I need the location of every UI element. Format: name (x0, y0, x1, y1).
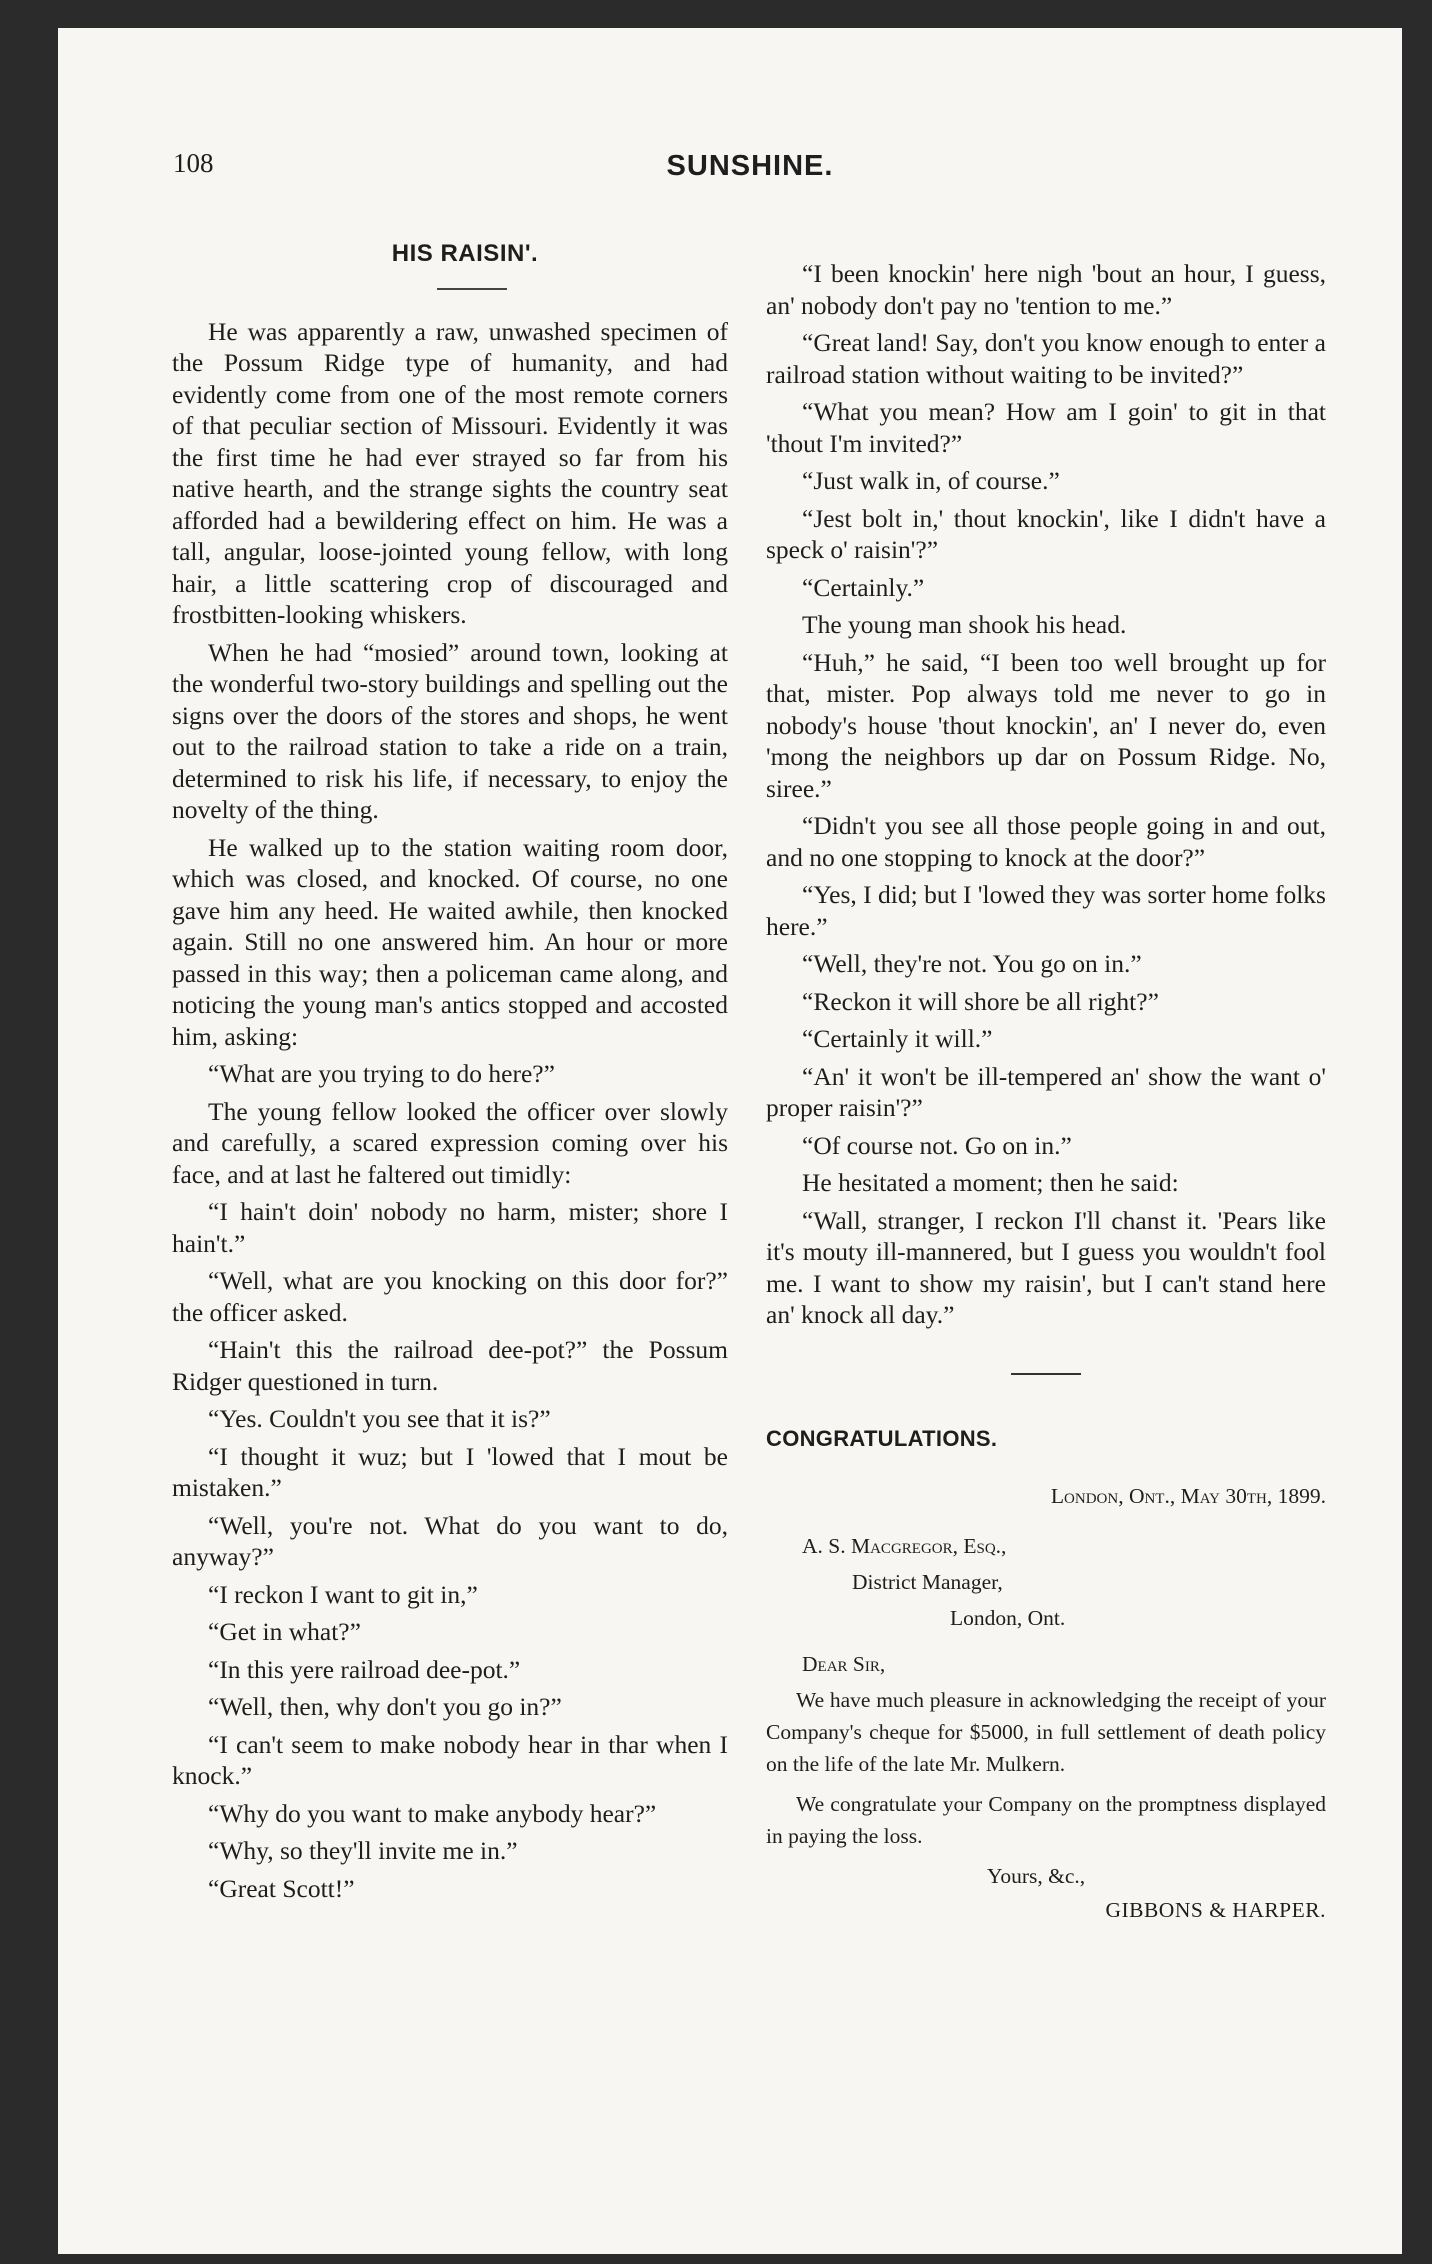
article-paragraph: “I can't seem to make nobody hear in thar when I knock.” (172, 1729, 728, 1790)
title-divider (437, 288, 507, 290)
article-paragraph: “Reckon it will shore be all right?” (802, 986, 1159, 1016)
article-paragraph: “Wall, stranger, I reckon I'll chanst it. 'Pears like it's mouty ill-mannered, but I guess you wouldn't fool me. I want to show my raisin', but I can't stand here an' knock all day.” (766, 1205, 1326, 1329)
article-paragraph: “Didn't you see all those people going in and out, and no one stopping to knock at the door?” (766, 811, 1326, 872)
article-paragraph: “Well, you're not. What do you want to do, anyway?” (172, 1510, 728, 1571)
article-paragraph: “In this yere railroad dee-pot.” (208, 1654, 521, 1684)
article-paragraph: “Just walk in, of course.” (802, 466, 1060, 495)
article-paragraph: The young man shook his head. (802, 610, 1127, 639)
letter-paragraph: We have much pleasure in acknowledging the receipt of your Company's cheque for $5000, in full settlement of death policy on the life of the late Mr. Mulkern. (766, 1688, 1326, 1776)
article-paragraph: When he had “mosied” around town, looking at the wonderful two-story buildings and spelling out the signs over the doors of the stores and shops, he went out to the railroad station to take a ride on a train, determined to risk his life, if necessary, to enjoy the novelty of the thing. (172, 637, 728, 824)
article-paragraph: “Why do you want to make anybody hear?” (208, 1798, 657, 1828)
article-paragraph: He was apparently a raw, unwashed specimen of the Possum Ridge type of humanity, and had evidently come from one of the most remote corners of that peculiar section of Missouri. Evidently it was the first time he had ever strayed so far from his native hearth, and the strange sights the country seat afforded had a bewildering effect on him. He was a tall, angular, loose-jointed young fellow, with long hair, a little scattering crop of discouraged and frostbitten-looking whiskers. (172, 316, 728, 629)
letter-signature: GIBBONS & HARPER. (1105, 1898, 1326, 1922)
article-paragraph: “Yes, I did; but I 'lowed they was sorter home folks here.” (766, 880, 1326, 941)
article-paragraph: “Of course not. Go on in.” (802, 1130, 1072, 1160)
letter-paragraph: We congratulate your Company on the promptness displayed in paying the loss. (766, 1792, 1326, 1848)
article-paragraph: “Get in what?” (208, 1617, 361, 1646)
article-paragraph: “Huh,” he said, “I been too well brought up for that, mister. Pop always told me never to go in nobody's house 'thout knockin', an' I never do, even 'mong the neighbors up dar on Possum Ridge. No, siree.” (766, 647, 1326, 803)
congratulations-title: CONGRATULATIONS. (766, 1425, 998, 1451)
article-paragraph: “I reckon I want to git in,” (208, 1579, 478, 1609)
left-column (172, 238, 728, 1910)
article-paragraph: “Yes. Couldn't you see that it is?” (208, 1404, 551, 1433)
article-paragraph: “I thought it wuz; but I 'lowed that I mout be mistaken.” (172, 1441, 728, 1502)
article-paragraph: “Well, they're not. You go on in.” (802, 949, 1142, 978)
article-paragraph: “Hain't this the railroad dee-pot?” the Possum Ridger questioned in turn. (172, 1335, 728, 1396)
letter-dateline: London, Ont., May 30th, 1899. (1050, 1484, 1326, 1508)
article-paragraph: “Great land! Say, don't you know enough to enter a railroad station without waiting to be invited?” (766, 328, 1326, 389)
right-column (766, 258, 1326, 1926)
book-page (58, 28, 1402, 2254)
letter-addressee-title: District Manager, (852, 1570, 1003, 1594)
article-paragraph: “Well, what are you knocking on this door for?” the officer asked. (172, 1266, 728, 1327)
letter-salutation: Dear Sir, (802, 1652, 886, 1676)
article-paragraph: “I hain't doin' nobody no harm, mister; shore I hain't.” (172, 1197, 728, 1258)
article-title: HIS RAISIN'. (391, 240, 539, 267)
running-title: SUNSHINE. (666, 150, 834, 182)
article-paragraph: The young fellow looked the officer over slowly and carefully, a scared expression coming over his face, and at last he faltered out timidly: (172, 1096, 728, 1189)
article-paragraph: “Jest bolt in,' thout knockin', like I didn't have a speck o' raisin'?” (766, 503, 1326, 564)
article-paragraph: “Why, so they'll invite me in.” (208, 1836, 518, 1865)
article-paragraph: “I been knockin' here nigh 'bout an hour, I guess, an' nobody don't pay no 'tention to me.” (766, 259, 1326, 320)
article-paragraph: “An' it won't be ill-tempered an' show the want o' proper raisin'?” (766, 1061, 1326, 1122)
article-paragraph: “Great Scott!” (208, 1873, 355, 1903)
article-paragraph: “Certainly it will.” (802, 1024, 993, 1053)
letter-addressee-city: London, Ont. (950, 1606, 1066, 1630)
article-paragraph: “Certainly.” (802, 572, 925, 602)
congratulations-letter (766, 1480, 1326, 1926)
letter-closing: Yours, &c., (987, 1864, 1086, 1888)
article-paragraph: “What are you trying to do here?” (208, 1059, 555, 1088)
letter-addressee: A. S. Macgregor, Esq., (802, 1534, 1007, 1558)
article-paragraph: “What you mean? How am I goin' to git in that 'thout I'm invited?” (766, 397, 1326, 458)
page-number: 108 (173, 148, 214, 178)
article-paragraph: “Well, then, why don't you go in?” (208, 1692, 562, 1721)
article-body-left (172, 316, 728, 1905)
article-body-right (766, 258, 1326, 1331)
article-paragraph: He walked up to the station waiting room door, which was closed, and knocked. Of course, no one gave him any heed. He waited awhile, then knocked again. Still no one answered him. An hour or more passed in this way; then a policeman came along, and noticing the young man's antics stopped and accosted him, asking: (172, 832, 728, 1051)
article-paragraph: He hesitated a moment; then he said: (802, 1168, 1179, 1197)
section-divider (1011, 1373, 1081, 1375)
